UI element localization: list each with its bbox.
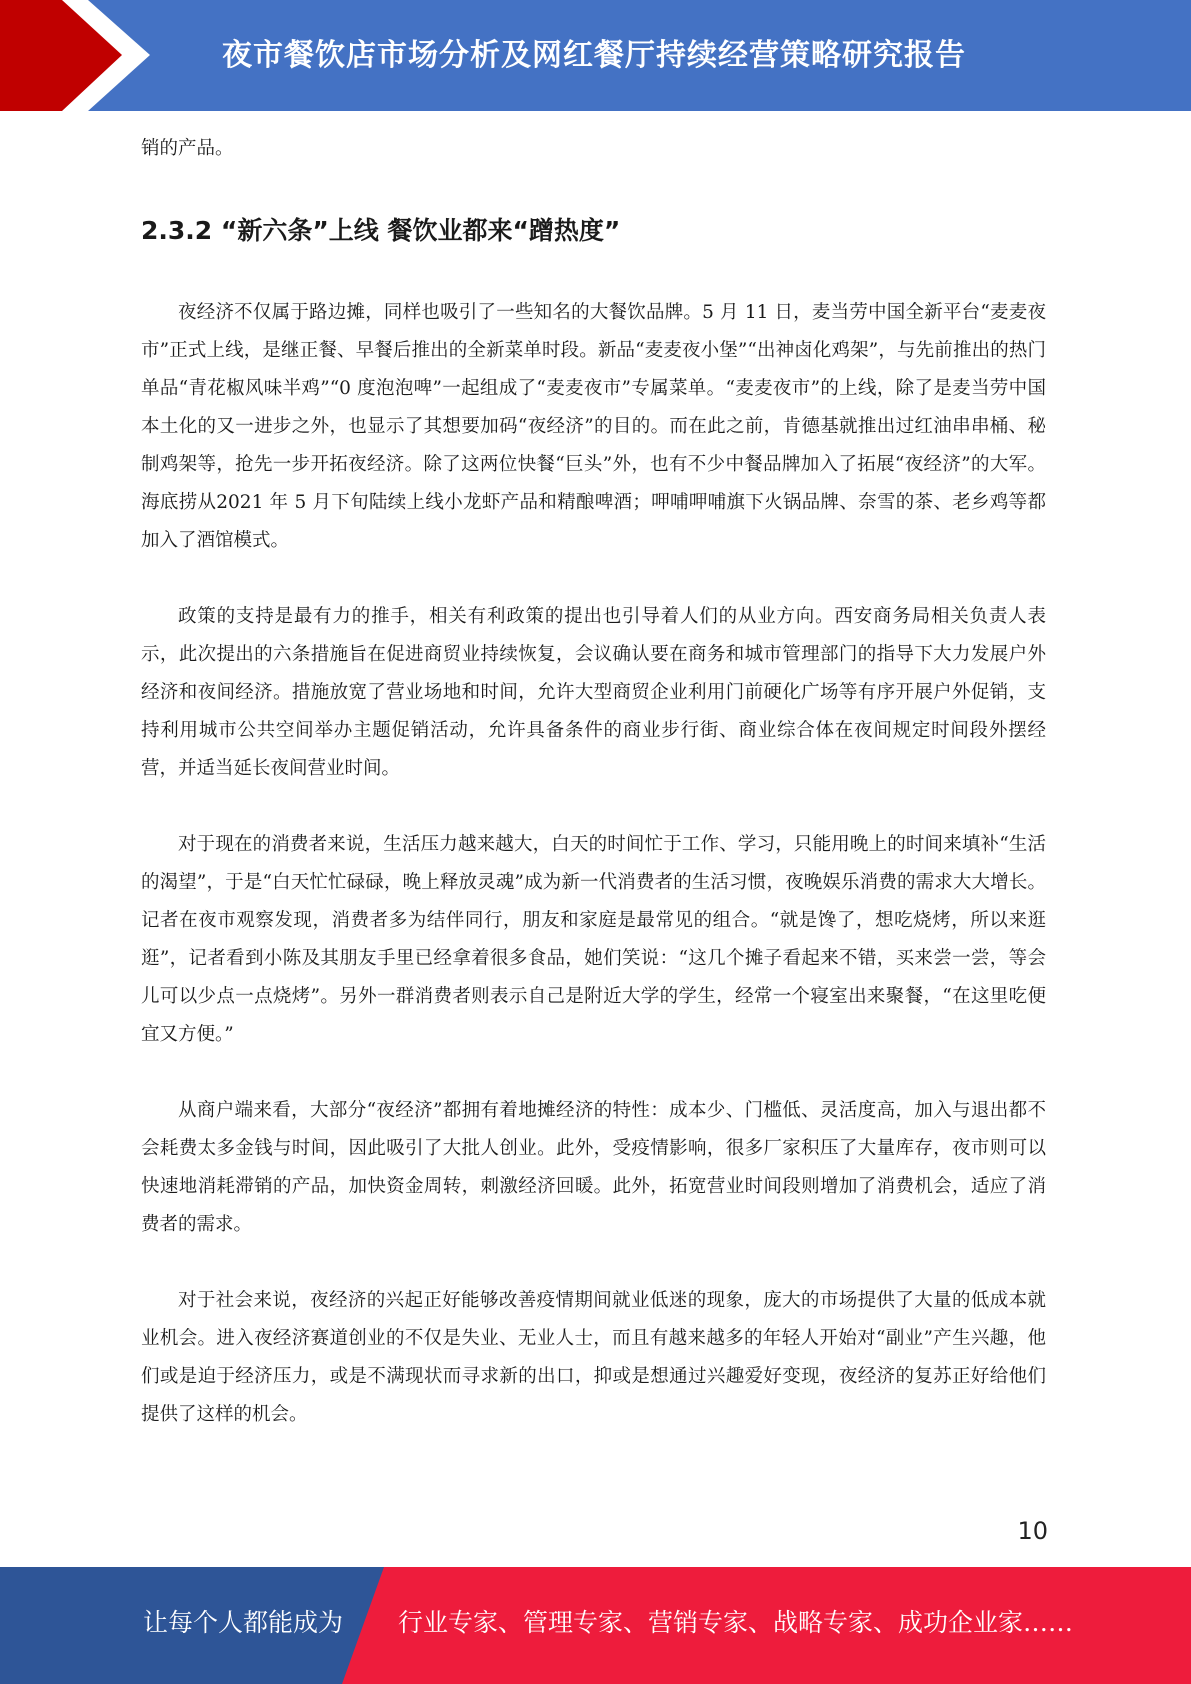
page-content (141, 130, 1046, 1434)
page-number: 10 (1017, 1517, 1048, 1545)
page-header (0, 0, 1191, 111)
page-footer (0, 1567, 1191, 1684)
body-paragraph-3: 对于现在的消费者来说，生活压力越来越大，白天的时间忙于工作、学习，只能用晚上的时间来填补“生活的渴望”，于是“白天忙忙碌碌，晚上释放灵魂”成为新一代消费者的生活习惯，夜晚娱乐消费的需求大大增长。记者在夜市观察发现，消费者多为结伴同行，朋友和家庭是最常见的组合。“就是馋了，想吃烧烤，所以来逛逛”，记者看到小陈及其朋友手里已经拿着很多食品，她们笑说：“这几个摊子看起来不错，买来尝一尝，等会儿可以少点一点烧烤”。另外一群消费者则表示自己是附近大学的学生，经常一个寝室出来聚餐，“在这里吃便宜又方便。” (141, 834, 1046, 1045)
report-title: 夜市餐饮店市场分析及网红餐厅持续经营策略研究报告 (222, 38, 966, 73)
body-paragraph-4: 从商户端来看，大部分“夜经济”都拥有着地摊经济的特性：成本少、门槛低、灵活度高，加入与退出都不会耗费太多金钱与时间，因此吸引了大批人创业。此外，受疫情影响，很多厂家积压了大量库存，夜市则可以快速地消耗滞销的产品，加快资金周转，刺激经济回暖。此外，拓宽营业时间段则增加了消费机会，适应了消费者的需求。 (141, 1100, 1046, 1235)
continued-text: 销的产品。 (141, 138, 234, 159)
footer-slogan-right: 行业专家、管理专家、营销专家、战略专家、成功企业家…… (398, 1608, 1074, 1637)
body-paragraph-2: 政策的支持是最有力的推手，相关有利政策的提出也引导着人们的从业方向。西安商务局相关负责人表示，此次提出的六条措施旨在促进商贸业持续恢复，会议确认要在商务和城市管理部门的指导下大力发展户外经济和夜间经济。措施放宽了营业场地和时间，允许大型商贸企业利用门前硬化广场等有序开展户外促销，支持利用城市公共空间举办主题促销活动，允许具备条件的商业步行街、商业综合体在夜间规定时间段外摆经营，并适当延长夜间营业时间。 (141, 606, 1046, 779)
footer-slogan-left: 让每个人都能成为 (143, 1608, 344, 1637)
header-chevron-decoration (0, 0, 160, 111)
body-paragraph-1: 夜经济不仅属于路边摊，同样也吸引了一些知名的大餐饮品牌。5 月 11 日，麦当劳中国全新平台“麦麦夜市”正式上线，是继正餐、早餐后推出的全新菜单时段。新品“麦麦夜小堡”“出神卤化鸡架”，与先前推出的热门单品“青花椒风味半鸡”“0 度泡泡啤”一起组成了“麦麦夜市”专属菜单。“麦麦夜市”的上线，除了是麦当劳中国本土化的又一进步之外，也显示了其想要加码“夜经济”的目的。而在此之前，肯德基就推出过红油串串桶、秘制鸡架等，抢先一步开拓夜经济。除了这两位快餐“巨头”外，也有不少中餐品牌加入了拓展“夜经济”的大军。海底捞从2021 年 5 月下旬陆续上线小龙虾产品和精酿啤酒；呷哺呷哺旗下火锅品牌、奈雪的茶、老乡鸡等都加入了酒馆模式。 (141, 302, 1046, 551)
section-heading: 2.3.2 “新六条”上线 餐饮业都来“蹭热度” (141, 216, 621, 245)
body-paragraph-5: 对于社会来说，夜经济的兴起正好能够改善疫情期间就业低迷的现象，庞大的市场提供了大量的低成本就业机会。进入夜经济赛道创业的不仅是失业、无业人士，而且有越来越多的年轻人开始对“副业”产生兴趣，他们或是迫于经济压力，或是不满现状而寻求新的出口，抑或是想通过兴趣爱好变现，夜经济的复苏正好给他们提供了这样的机会。 (141, 1290, 1046, 1425)
